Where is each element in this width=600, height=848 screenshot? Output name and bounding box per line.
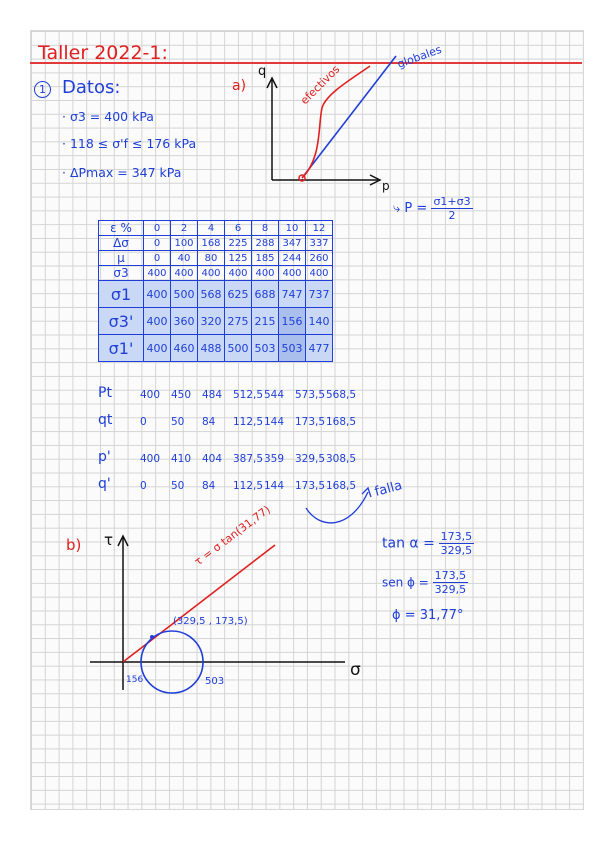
p-def-lhs: P = [404, 201, 428, 216]
table-cell: 400 [144, 281, 171, 308]
table-cell: 40 [171, 251, 198, 266]
result-value: 50 [171, 416, 185, 428]
row-label: σ3 [99, 266, 144, 281]
tan-numerator: 173,5 [440, 530, 473, 543]
strain-cell: 2 [171, 221, 198, 236]
table-cell: 400 [171, 266, 198, 281]
result-value: 84 [202, 416, 216, 428]
table-cell: 168 [198, 236, 225, 251]
table-cell: 125 [225, 251, 252, 266]
axis-sigma-label: σ [350, 660, 361, 680]
table-row [99, 335, 333, 362]
result-value: 573,5 [295, 389, 326, 401]
result-value: 484 [202, 389, 223, 401]
row-label: μ [99, 251, 144, 266]
table-row [99, 281, 333, 308]
table-cell: 460 [171, 335, 198, 362]
sen-lhs: sen ϕ = [382, 575, 429, 590]
phi-result: ϕ = 31,77° [392, 608, 464, 623]
p-definition [393, 195, 473, 222]
result-value: 84 [202, 480, 216, 492]
result-value: 0 [140, 416, 147, 428]
pq-axes [267, 78, 380, 185]
table-cell: 0 [144, 236, 171, 251]
given-delta-p: · ΔPmax = 347 kPa [62, 165, 182, 180]
row-label: σ3' [99, 308, 144, 335]
section-number: 1 [34, 81, 51, 98]
table-cell: 185 [252, 251, 279, 266]
table-cell: 400 [198, 266, 225, 281]
table-cell: 260 [306, 251, 333, 266]
result-value: 512,5 [233, 389, 264, 401]
falla-label: falla [373, 478, 404, 500]
tangent-point-label: (329,5 , 173,5) [173, 616, 248, 627]
row-label: Δσ [99, 236, 144, 251]
result-label: qt [98, 412, 113, 428]
table-cell: 244 [279, 251, 306, 266]
envelope-equation: τ = σ tan(31,77) [191, 503, 273, 569]
result-value: 404 [202, 453, 223, 465]
result-value: 329,5 [295, 453, 326, 465]
table-cell: 688 [252, 281, 279, 308]
result-value: 568,5 [326, 389, 357, 401]
tan-equation [382, 530, 474, 557]
result-label: p' [98, 449, 111, 465]
result-value: 387,5 [233, 453, 264, 465]
table-cell: 0 [144, 251, 171, 266]
table-row [99, 251, 333, 266]
table-cell: 400 [252, 266, 279, 281]
tangent-point-marker [150, 635, 154, 639]
datos-heading: Datos: [62, 77, 121, 98]
result-value: 410 [171, 453, 192, 465]
sen-numerator: 173,5 [434, 569, 467, 582]
strain-cell: 0 [144, 221, 171, 236]
given-sigma-f: · 118 ≤ σ'f ≤ 176 kPa [62, 136, 197, 151]
table-cell: 400 [144, 335, 171, 362]
result-value: 359 [264, 453, 285, 465]
axis-tau-label: τ [104, 531, 114, 549]
data-table [98, 220, 333, 362]
path-efectivos-label: efectivos [297, 62, 343, 108]
part-a-label: a) [232, 78, 247, 94]
strain-header: ε % [99, 221, 144, 236]
table-cell: 568 [198, 281, 225, 308]
table-cell: 400 [225, 266, 252, 281]
equations-block [382, 530, 474, 623]
result-value: 168,5 [326, 480, 357, 492]
table-cell: 747 [279, 281, 306, 308]
table-cell: 225 [225, 236, 252, 251]
strain-cell: 8 [252, 221, 279, 236]
table-cell: 737 [306, 281, 333, 308]
result-value: 50 [171, 480, 185, 492]
table-cell: 360 [171, 308, 198, 335]
result-value: 400 [140, 453, 161, 465]
sen-denominator: 329,5 [434, 583, 467, 596]
table-cell: 140 [306, 308, 333, 335]
result-value: 144 [264, 416, 285, 428]
strain-cell: 12 [306, 221, 333, 236]
table-cell: 500 [171, 281, 198, 308]
result-value: 112,5 [233, 480, 264, 492]
result-value: 144 [264, 480, 285, 492]
total-stress-path [302, 56, 396, 178]
strain-cell: 10 [279, 221, 306, 236]
table-cell: 80 [198, 251, 225, 266]
axis-q-label: q [258, 64, 267, 79]
table-row [99, 308, 333, 335]
table-cell: 347 [279, 236, 306, 251]
result-value: 450 [171, 389, 192, 401]
circle-left-label: 156 [126, 675, 144, 685]
result-value: 173,5 [295, 480, 326, 492]
result-value: 544 [264, 389, 285, 401]
table-cell: 156 [279, 308, 306, 335]
table-cell: 400 [279, 266, 306, 281]
table-cell: 100 [171, 236, 198, 251]
table-cell: 337 [306, 236, 333, 251]
result-value: 0 [140, 480, 147, 492]
table-cell: 215 [252, 308, 279, 335]
table-cell: 288 [252, 236, 279, 251]
table-cell: 400 [306, 266, 333, 281]
tan-denominator: 329,5 [440, 544, 473, 557]
table-cell: 503 [279, 335, 306, 362]
result-value: 400 [140, 389, 161, 401]
mohr-axes [90, 536, 345, 690]
table-cell: 275 [225, 308, 252, 335]
result-value: 173,5 [295, 416, 326, 428]
table-cell: 500 [225, 335, 252, 362]
table-cell: 477 [306, 335, 333, 362]
result-label: q' [98, 476, 111, 492]
sen-equation [382, 569, 474, 596]
table-row [99, 236, 333, 251]
result-value: 168,5 [326, 416, 357, 428]
p-def-numerator: σ1+σ3 [433, 195, 471, 208]
table-row [99, 266, 333, 281]
table-header-row [99, 221, 333, 236]
strain-cell: 4 [198, 221, 225, 236]
tan-lhs: tan α = [382, 535, 435, 552]
p-def-arrow-icon: ⤷ [393, 201, 401, 216]
row-label: σ1' [99, 335, 144, 362]
table-cell: 400 [144, 266, 171, 281]
p-def-denominator: 2 [448, 209, 456, 222]
circle-right-label: 503 [205, 676, 225, 687]
table-cell: 503 [252, 335, 279, 362]
falla-arrow [306, 492, 368, 523]
result-value: 112,5 [233, 416, 264, 428]
path-globales-label: globales [395, 42, 444, 71]
p-def-fraction [431, 195, 472, 222]
axis-p-label: p [382, 179, 390, 193]
table-cell: 488 [198, 335, 225, 362]
part-b-label: b) [66, 536, 82, 554]
table-cell: 400 [144, 308, 171, 335]
given-sigma3: · σ3 = 400 kPa [62, 109, 154, 124]
table-cell: 320 [198, 308, 225, 335]
result-value: 308,5 [326, 453, 357, 465]
table-cell: 625 [225, 281, 252, 308]
strain-cell: 6 [225, 221, 252, 236]
page-title: Taller 2022-1: [38, 42, 168, 64]
result-label: Pt [98, 385, 112, 401]
row-label: σ1 [99, 281, 144, 308]
